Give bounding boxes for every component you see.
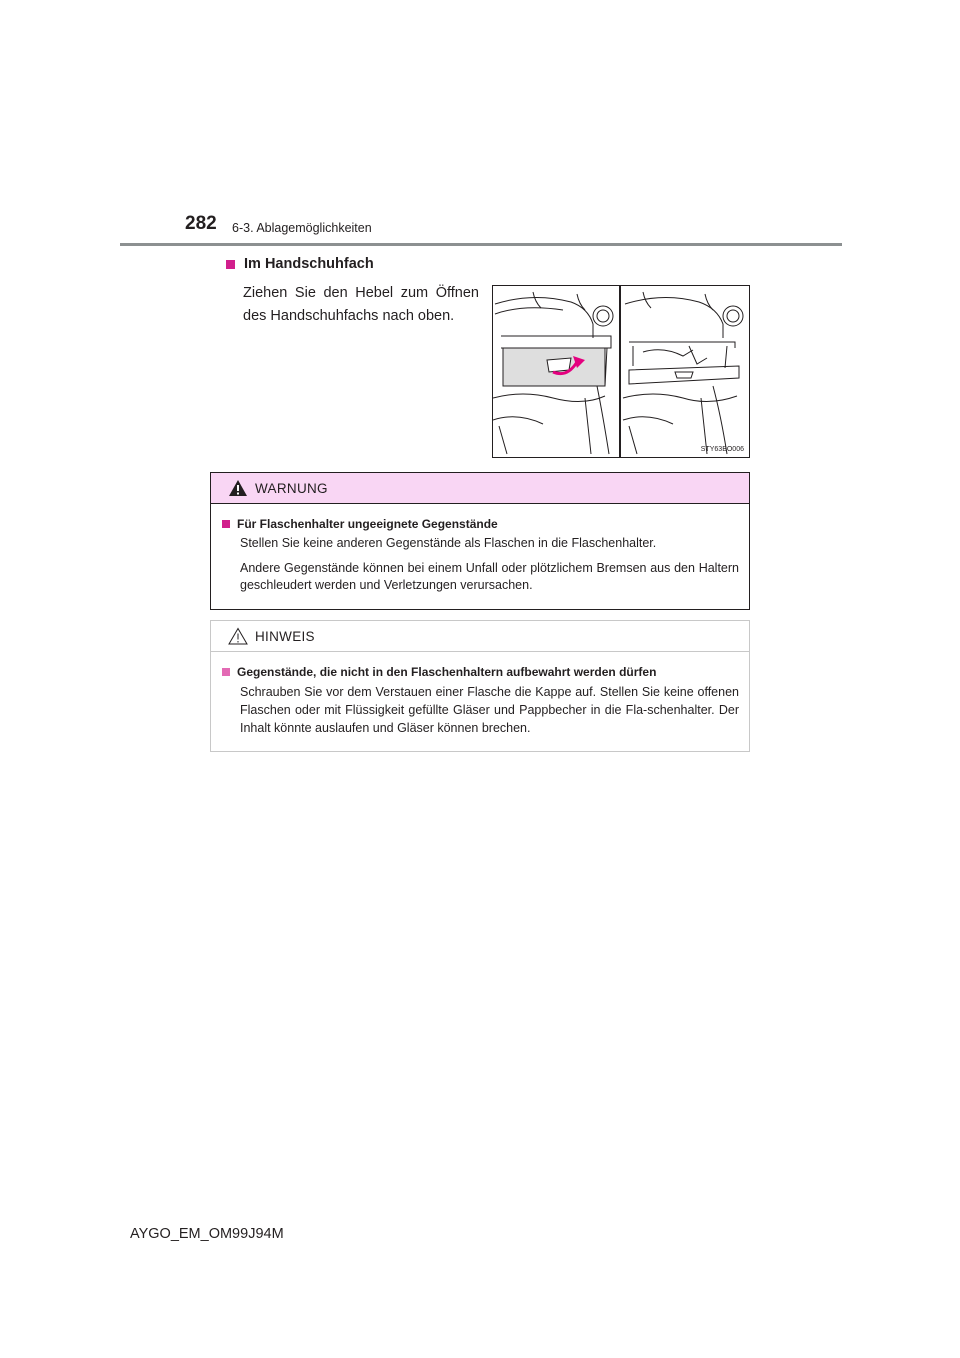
header-rule — [120, 243, 842, 246]
notice-paragraph: Schrauben Sie vor dem Verstauen einer Flasche die Kappe auf. Stellen Sie keine offenen Flaschen oder mit Flüssigkeit gefüllte Gläser und Pappbecher in die Fla-schenhalter. Der Inhalt könnte auslaufen und Gläser können brechen. — [240, 685, 739, 735]
warning-box — [210, 472, 750, 610]
page-number: 282 — [185, 213, 217, 234]
section-title: 6-3. Ablagemöglichkeiten — [232, 221, 372, 235]
sub-heading — [226, 256, 374, 272]
warning-paragraph: Stellen Sie keine anderen Gegenstände als Flaschen in die Flaschenhalter. — [240, 536, 657, 550]
notice-box — [210, 620, 750, 752]
body-paragraph: Ziehen Sie den Hebel zum Öffnen des Handschuhfachs nach oben. — [243, 285, 479, 324]
square-bullet-icon — [222, 668, 230, 676]
warning-paragraph: Andere Gegenstände können bei einem Unfall oder plötzlichem Bremsen aus den Haltern geschleudert werden und Verletzungen verursachen. — [240, 561, 739, 592]
warning-triangle-icon — [228, 479, 248, 497]
warning-header — [211, 473, 749, 504]
notice-header — [211, 621, 749, 652]
warning-item-heading — [222, 517, 739, 531]
notice-item-heading-text: Gegenstände, die nicht in den Flaschenhaltern aufbewahrt werden dürfen — [237, 665, 657, 679]
notice-body — [211, 652, 749, 737]
notice-title: HINWEIS — [255, 628, 315, 644]
square-bullet-icon — [222, 520, 230, 528]
warning-title: WARNUNG — [255, 480, 328, 496]
glovebox-illustration — [493, 286, 749, 457]
notice-triangle-icon — [228, 627, 248, 645]
warning-item-heading-text: Für Flaschenhalter ungeeignete Gegenstände — [237, 517, 498, 531]
glovebox-figure — [492, 285, 750, 458]
notice-item-heading — [222, 665, 739, 679]
warning-body — [211, 504, 749, 594]
figure-code: STY63BO006 — [700, 446, 744, 453]
square-bullet-icon — [226, 260, 235, 269]
footer-document-code: AYGO_EM_OM99J94M — [130, 1226, 284, 1242]
sub-heading-text: Im Handschuhfach — [244, 256, 374, 272]
